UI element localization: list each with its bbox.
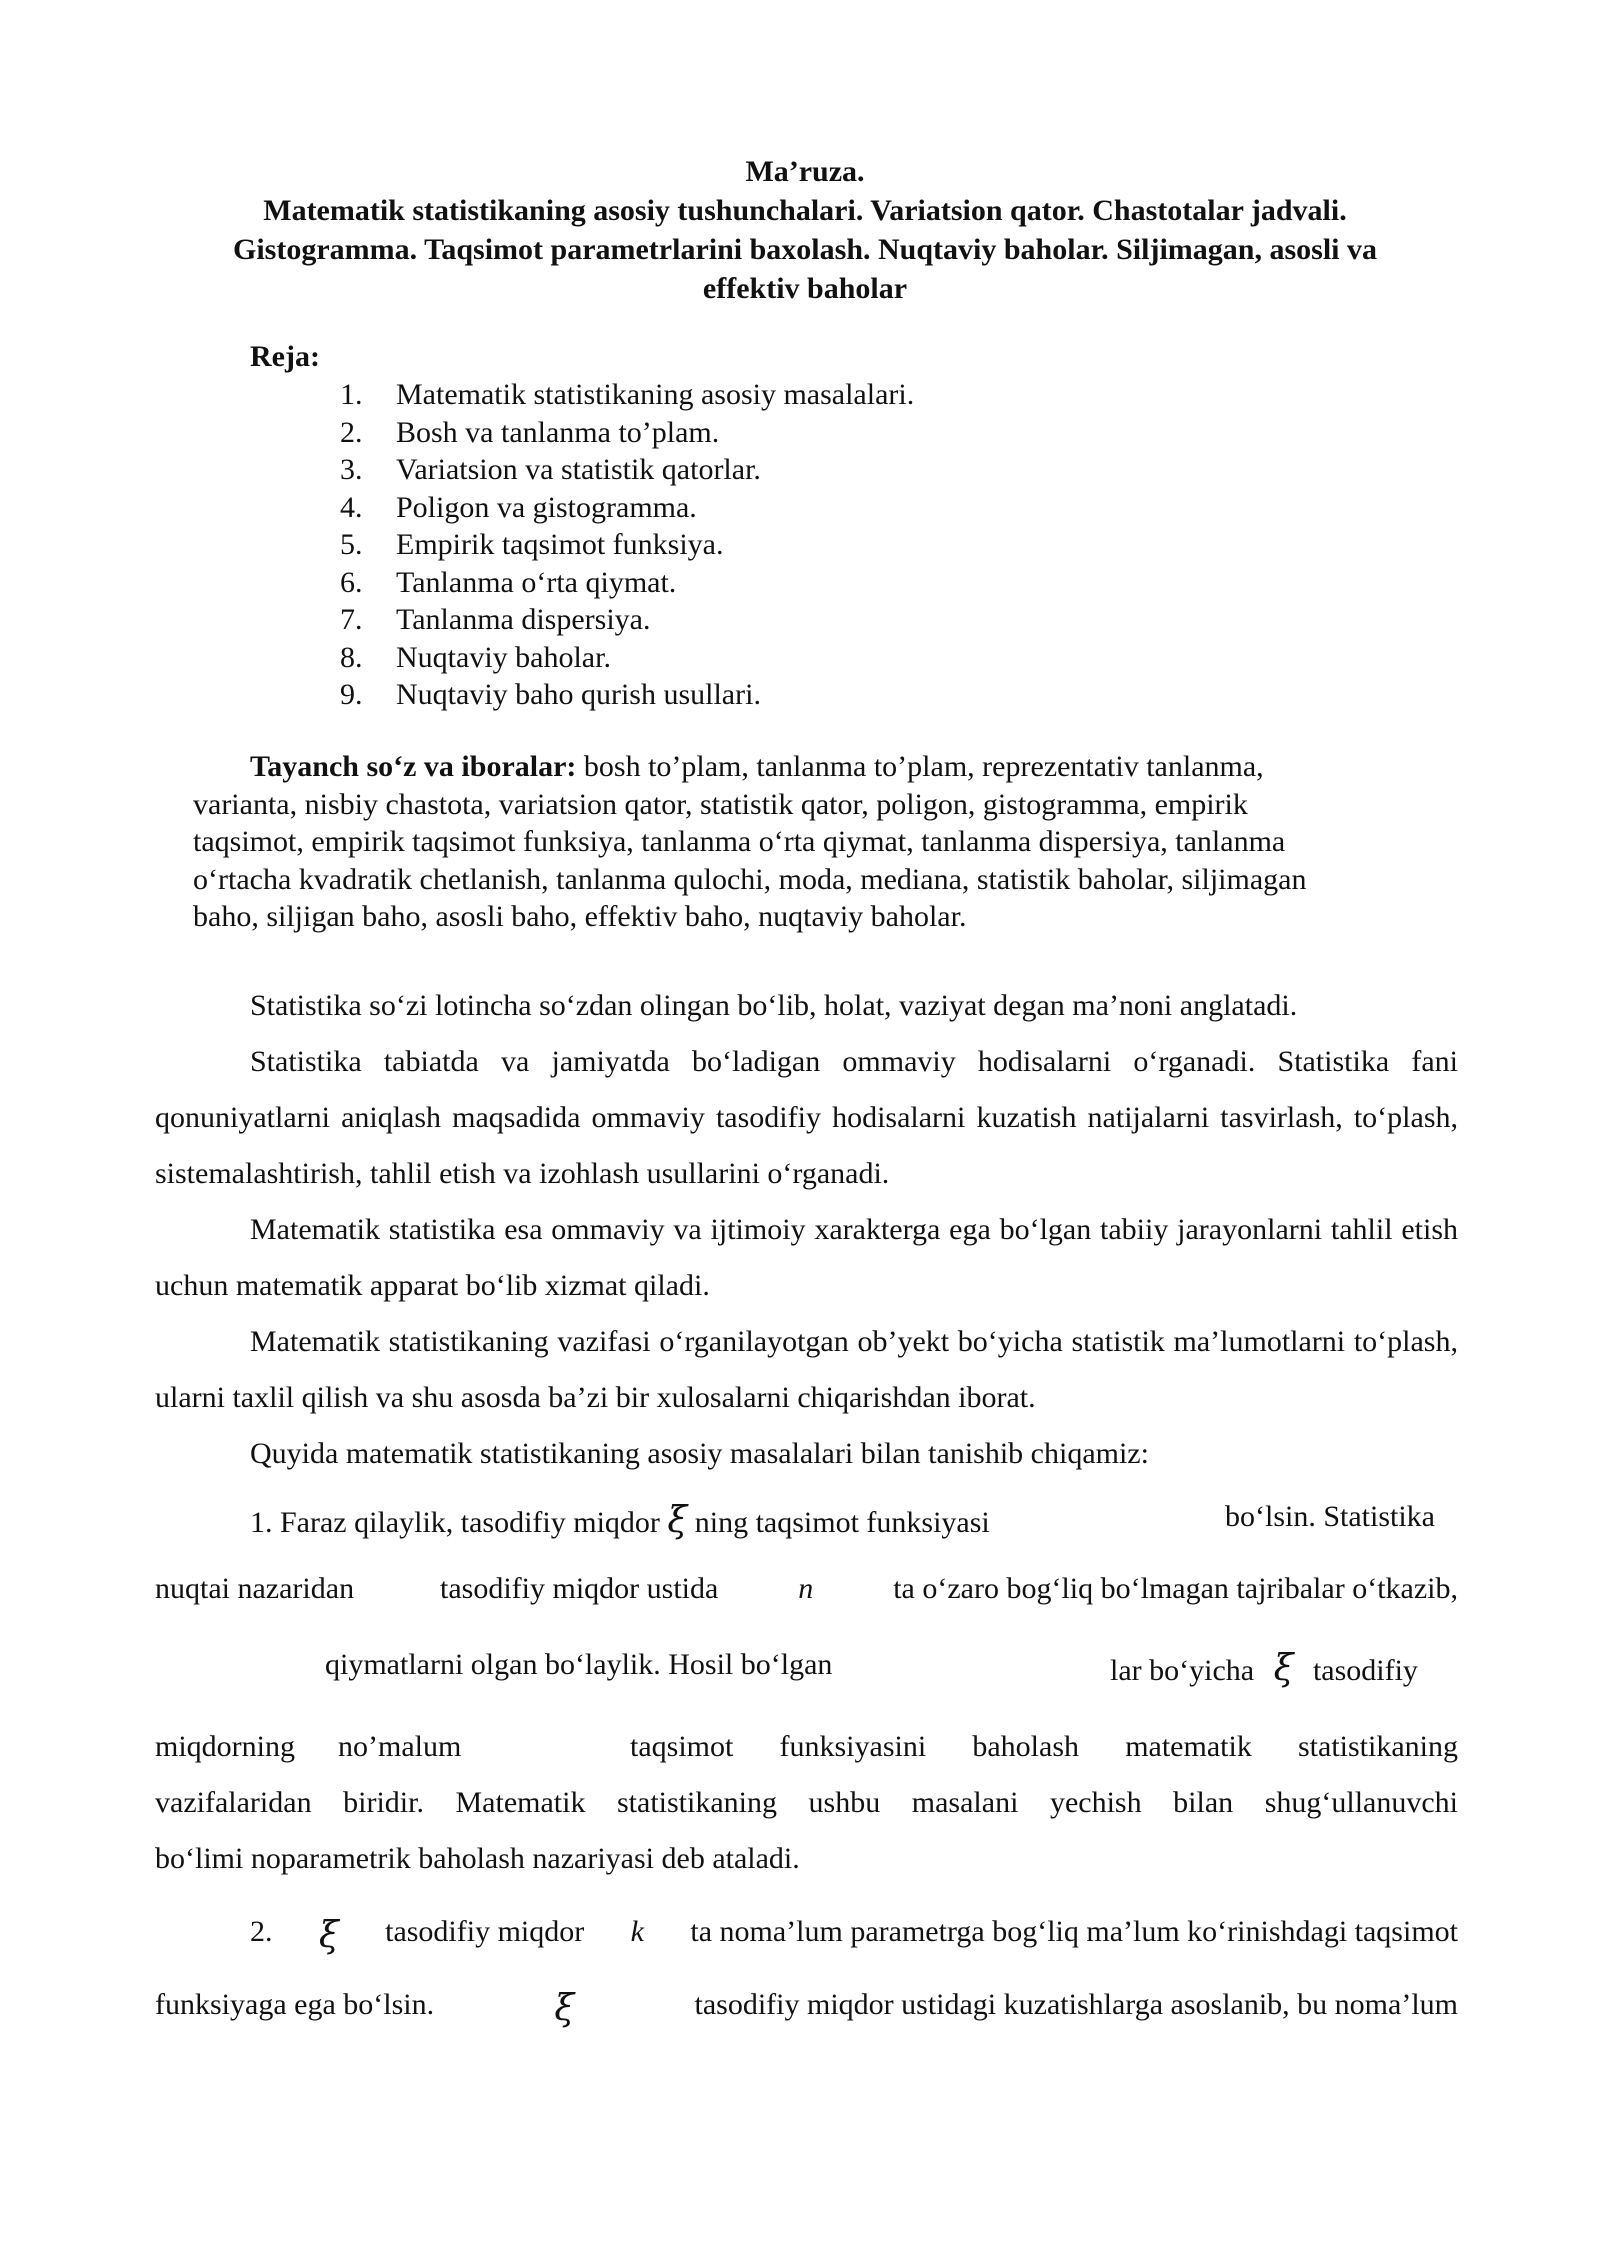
title-line: Matematik statistikaning asosiy tushunchalari. Variatsion qator. Chastotalar jadvali. [263, 194, 1347, 227]
item2-line1 [250, 1915, 1458, 1956]
plan-item [340, 526, 914, 564]
plan-item [340, 414, 914, 452]
item1-text: nuqtai nazaridan [155, 1572, 355, 1605]
keywords-line: baho, siljigan baho, asosli baho, effektiv baho, nuqtaviy baholar. [193, 900, 967, 933]
plan-item-text: Tanlanma o‘rta qiymat. [396, 565, 677, 599]
plan-item [340, 489, 914, 527]
paragraph: Matematik statistikaning vazifasi o‘rganilayotgan ob’yekt bo‘yicha statistik ma’lumotlarni to‘plash, ularni taxlil qilish va shu asosda ba’zi bir xulosalarni chiqarishdan iborat. [155, 1325, 1458, 1414]
keywords-line [193, 748, 1463, 786]
item2-text: 2. [250, 1915, 273, 1948]
plan-item-number: 5. [340, 528, 363, 561]
paragraph: Statistika so‘zi lotincha so‘zdan olingan bo‘lib, holat, vaziyat degan ma’noni anglatadi. [250, 989, 1298, 1022]
paragraph: Statistika tabiatda va jamiyatda bo‘ladigan ommaviy hodisalarni o‘rganadi. Statistika fani qonuniyatlarni aniqlash maqsadida ommaviy tasodifiy hodisalarni kuzatish natijalarni tasvirlash, to‘plash, sistemalashtirish, tahlil etish va izohlash usullarini o‘rganadi. [155, 1045, 1458, 1190]
xi-symbol: ξ [318, 1915, 339, 1956]
keywords-block [193, 748, 1463, 936]
item2-text: ta noma’lum parametrga bog‘liq ma’lum ko‘rinishdagi taqsimot [690, 1915, 1458, 1948]
item1-text: tasodifiy [1312, 1654, 1418, 1687]
xi-symbol: ξ [667, 1500, 688, 1541]
item1-text: vazifalaridan biridir. Matematik statistikaning ushbu masalani yechish bilan shug‘ullanuvchi [155, 1786, 1458, 1819]
plan-item-number: 1. [340, 378, 363, 411]
keywords-text: bosh to’plam, tanlanma to’plam, reprezentativ tanlanma, [576, 750, 1264, 783]
plan-item-text: Poligon va gistogramma. [396, 490, 697, 524]
n-variable: n [798, 1572, 814, 1605]
item1-text: qiymatlarni olgan bo‘laylik. Hosil bo‘lgan [325, 1648, 833, 1681]
xi-symbol: ξ [554, 1988, 575, 2029]
item2-line2 [155, 1988, 1458, 2029]
item1-text: bo‘limi noparametrik baholash nazariyasi deb ataladi. [155, 1842, 800, 1875]
plan-item [340, 451, 914, 489]
plan-item-text: Nuqtaviy baho qurish usullari. [396, 678, 761, 711]
item1-text: tasodifiy miqdor ustida [440, 1572, 719, 1605]
item1-line1 [250, 1500, 990, 1541]
paragraph: Quyida matematik statistikaning asosiy masalalari bilan tanishib chiqamiz: [250, 1437, 1149, 1470]
item1-text: no’malum [338, 1730, 462, 1763]
title-line: effektiv baholar [702, 272, 908, 305]
item1-text: ta o‘zaro bog‘liq bo‘lmagan tajribalar o‘tkazib, [893, 1572, 1458, 1605]
keywords-line: o‘rtacha kvadratik chetlanish, tanlanma qulochi, moda, mediana, statistik baholar, siljimagan [193, 862, 1307, 896]
item1-line2 [440, 1572, 1458, 1606]
xi-symbol: ξ [1273, 1648, 1294, 1689]
plan-item-number: 3. [340, 453, 363, 486]
plan-item-number: 8. [340, 640, 363, 674]
item1-text: ning taqsimot funksiyasi [694, 1506, 990, 1539]
plan-item-text: Bosh va tanlanma to’plam. [396, 415, 720, 449]
keywords-heading: Tayanch so‘z va iboralar: [250, 750, 577, 783]
plan-item-text: Nuqtaviy baholar. [396, 640, 611, 674]
plan-item-text: Variatsion va statistik qatorlar. [396, 453, 761, 486]
paragraph: Matematik statistika esa ommaviy va ijtimoiy xarakterga ega bo‘lgan tabiiy jarayonlarni tahlil etish uchun matematik apparat bo‘lib xizmat qiladi. [155, 1213, 1458, 1302]
item1-text: bo‘lsin. Statistika [1225, 1500, 1435, 1533]
plan-item-text: Matematik statistikaning asosiy masalalari. [396, 378, 915, 411]
keywords-line: taqsimot, empirik taqsimot funksiya, tanlanma o‘rta qiymat, tanlanma dispersiya, tanlanma [193, 825, 1286, 858]
title-line: Gistogramma. Taqsimot parametrlarini baxolash. Nuqtaviy baholar. Siljimagan, asosli va [232, 233, 1377, 266]
title-line: Ma’ruza. [745, 155, 865, 188]
item1-text: taqsimot funksiyasini baholash matematik statistikaning [630, 1730, 1458, 1763]
plan-item-number: 6. [340, 565, 363, 599]
plan-item [340, 564, 914, 602]
plan-item-number: 4. [340, 490, 363, 524]
item1-line3-right [1110, 1648, 1418, 1689]
plan-item [340, 676, 914, 714]
k-variable: k [630, 1915, 644, 1948]
plan-item [340, 376, 914, 414]
item2-text: tasodifiy miqdor ustidagi kuzatishlarga asoslanib, bu noma’lum [694, 1988, 1458, 2021]
plan-item-text: Empirik taqsimot funksiya. [396, 528, 724, 561]
plan-item [340, 601, 914, 639]
item1-text: 1. Faraz qilaylik, tasodifiy miqdor [250, 1506, 660, 1539]
item1-text: miqdorning [155, 1730, 295, 1763]
item1-text: lar bo‘yicha [1110, 1654, 1255, 1687]
plan-heading: Reja: [250, 340, 320, 373]
plan-item-number: 9. [340, 678, 363, 711]
plan-item [340, 639, 914, 677]
body-text [155, 978, 1458, 1482]
item2-text: tasodifiy miqdor [385, 1915, 585, 1948]
plan-item-number: 2. [340, 415, 363, 449]
item2-text: funksiyaga ega bo‘lsin. [155, 1988, 435, 2021]
plan-list [340, 376, 914, 714]
keywords-line: varianta, nisbiy chastota, variatsion qator, statistik qator, poligon, gistogramma, empirik [193, 787, 1248, 821]
plan-item-number: 7. [340, 603, 363, 636]
lecture-title [155, 152, 1455, 308]
plan-item-text: Tanlanma dispersiya. [396, 603, 651, 636]
